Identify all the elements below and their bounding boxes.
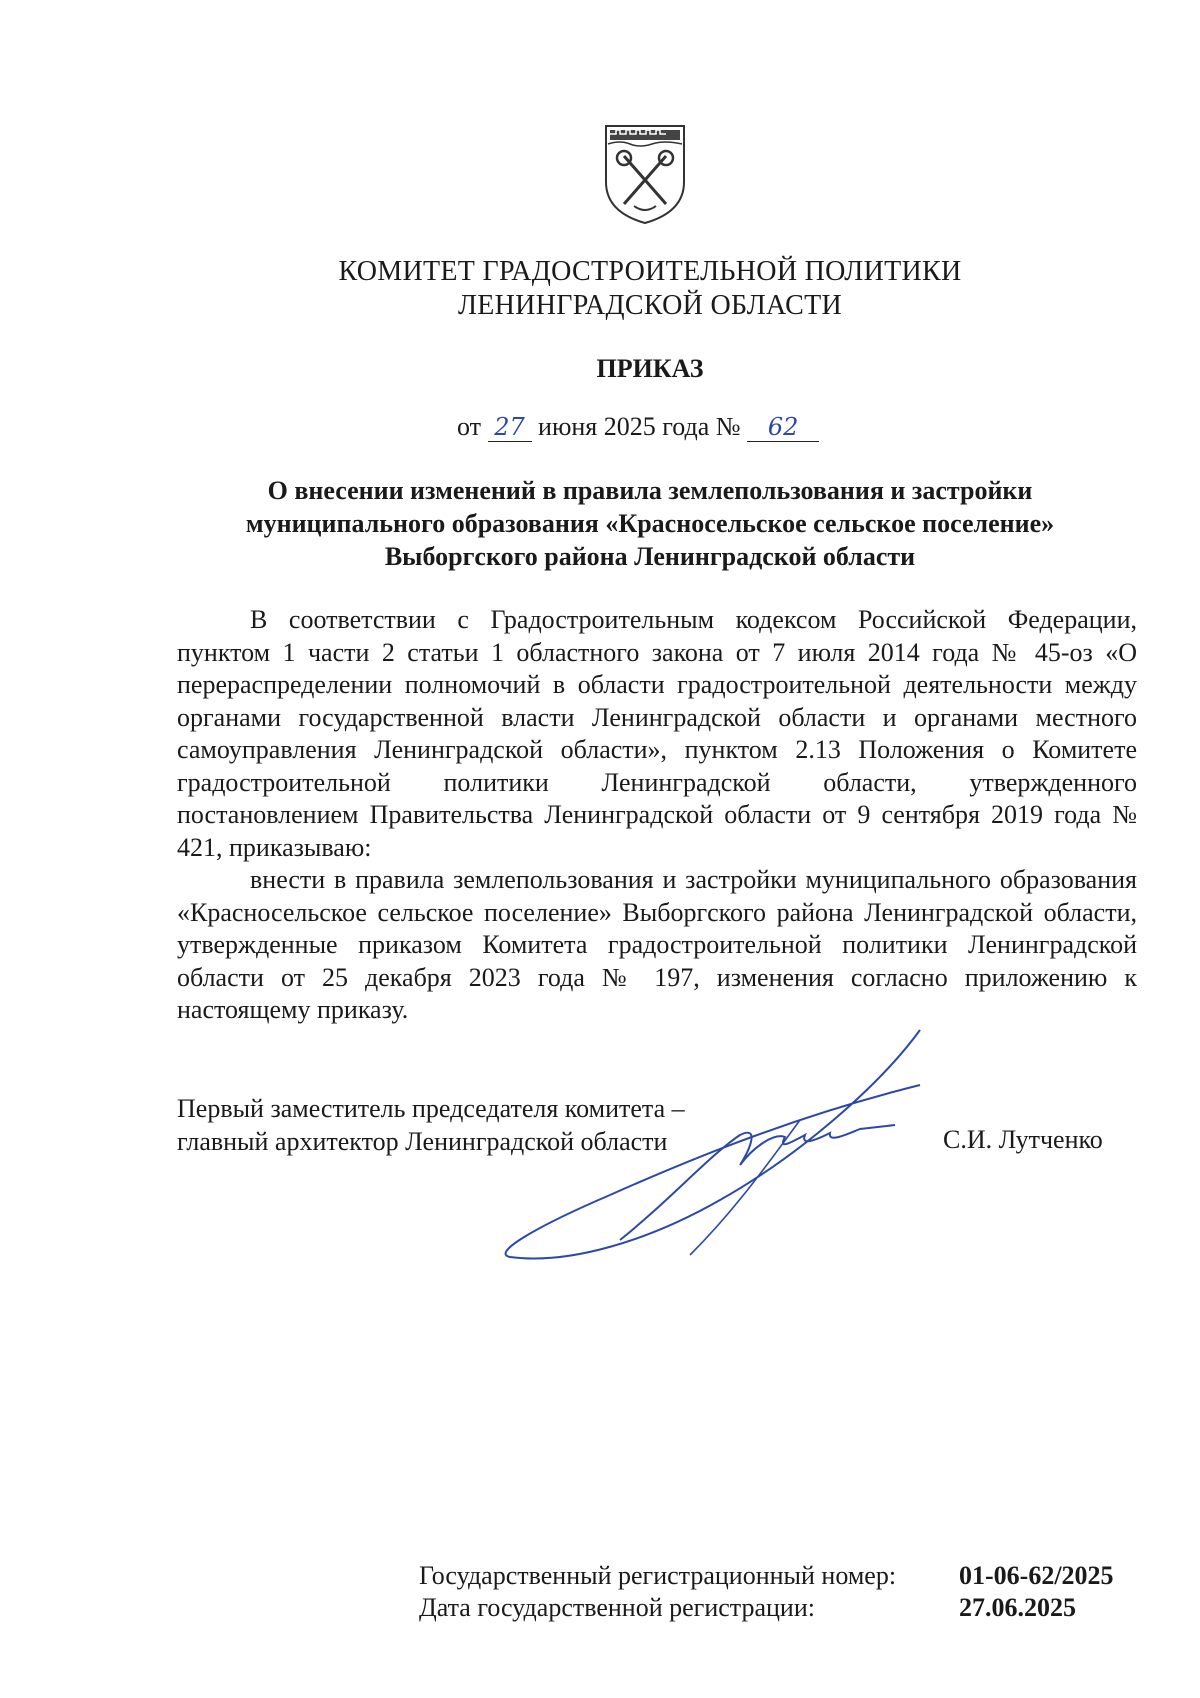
registration-number-value: 01-06-62/2025 (959, 1561, 1114, 1590)
signatory-position-line1: Первый заместитель председателя комитета – (177, 1094, 685, 1123)
date-prefix: от (457, 412, 482, 441)
subject-line2: муниципального образования «Красносельское сельское поселение» (245, 509, 1055, 538)
subject-line3: Выборгского района Ленинградской области (384, 542, 916, 571)
registration-block (419, 1560, 1114, 1624)
date-rest: июня 2025 года № (538, 412, 741, 441)
order-number-handwritten: 62 (747, 413, 819, 442)
order-date-number-line (457, 412, 819, 442)
document-type: ПРИКАЗ (596, 354, 704, 383)
handwritten-signature (500, 1025, 980, 1275)
registration-date-row (419, 1592, 1114, 1624)
org-name-line1: КОМИТЕТ ГРАДОСТРОИТЕЛЬНОЙ ПОЛИТИКИ (338, 256, 962, 287)
coat-of-arms-icon (600, 122, 690, 226)
registration-number-row (419, 1560, 1114, 1592)
body-paragraph-2: внести в правила землепользования и застройки муниципального образования «Красносельское сельское поселение» Выборгского района Ленинградской области, утвержденные приказом Комитета градостроительной политики Ленинградской области от 25 декабря 2023 года № 197, изменения согласно приложению к настоящему приказу. (177, 865, 1137, 1024)
registration-date-label: Дата государственной регистрации: (419, 1593, 815, 1622)
org-name-line2: ЛЕНИНГРАДСКОЙ ОБЛАСТИ (457, 290, 843, 321)
signatory-position-line2: главный архитектор Ленинградской области (177, 1127, 668, 1156)
signatory-name: С.И. Лутченко (943, 1125, 1103, 1154)
body-paragraph-1: В соответствии с Градостроительным кодексом Российской Федерации, пунктом 1 части 2 статьи 1 областного закона от 7 июля 2014 года № 45-оз «О перераспределении полномочий в области градостроительной деятельности между органами государственной власти Ленинградской области и органами местного самоуправления Ленинградской области», пунктом 2.13 Положения о Комитете градостроительной политики Ленинградской области, утвержденного постановлением Правительства Ленинградской области от 9 сентября 2019 года № 421, приказываю: (177, 605, 1137, 862)
order-subject (50, 474, 1200, 573)
order-body (177, 604, 1137, 1027)
registration-number-label: Государственный регистрационный номер: (419, 1561, 897, 1590)
registration-date-value: 27.06.2025 (959, 1593, 1076, 1622)
date-day-handwritten: 27 (488, 413, 532, 442)
subject-line1: О внесении изменений в правила землепользования и застройки (267, 476, 1033, 505)
